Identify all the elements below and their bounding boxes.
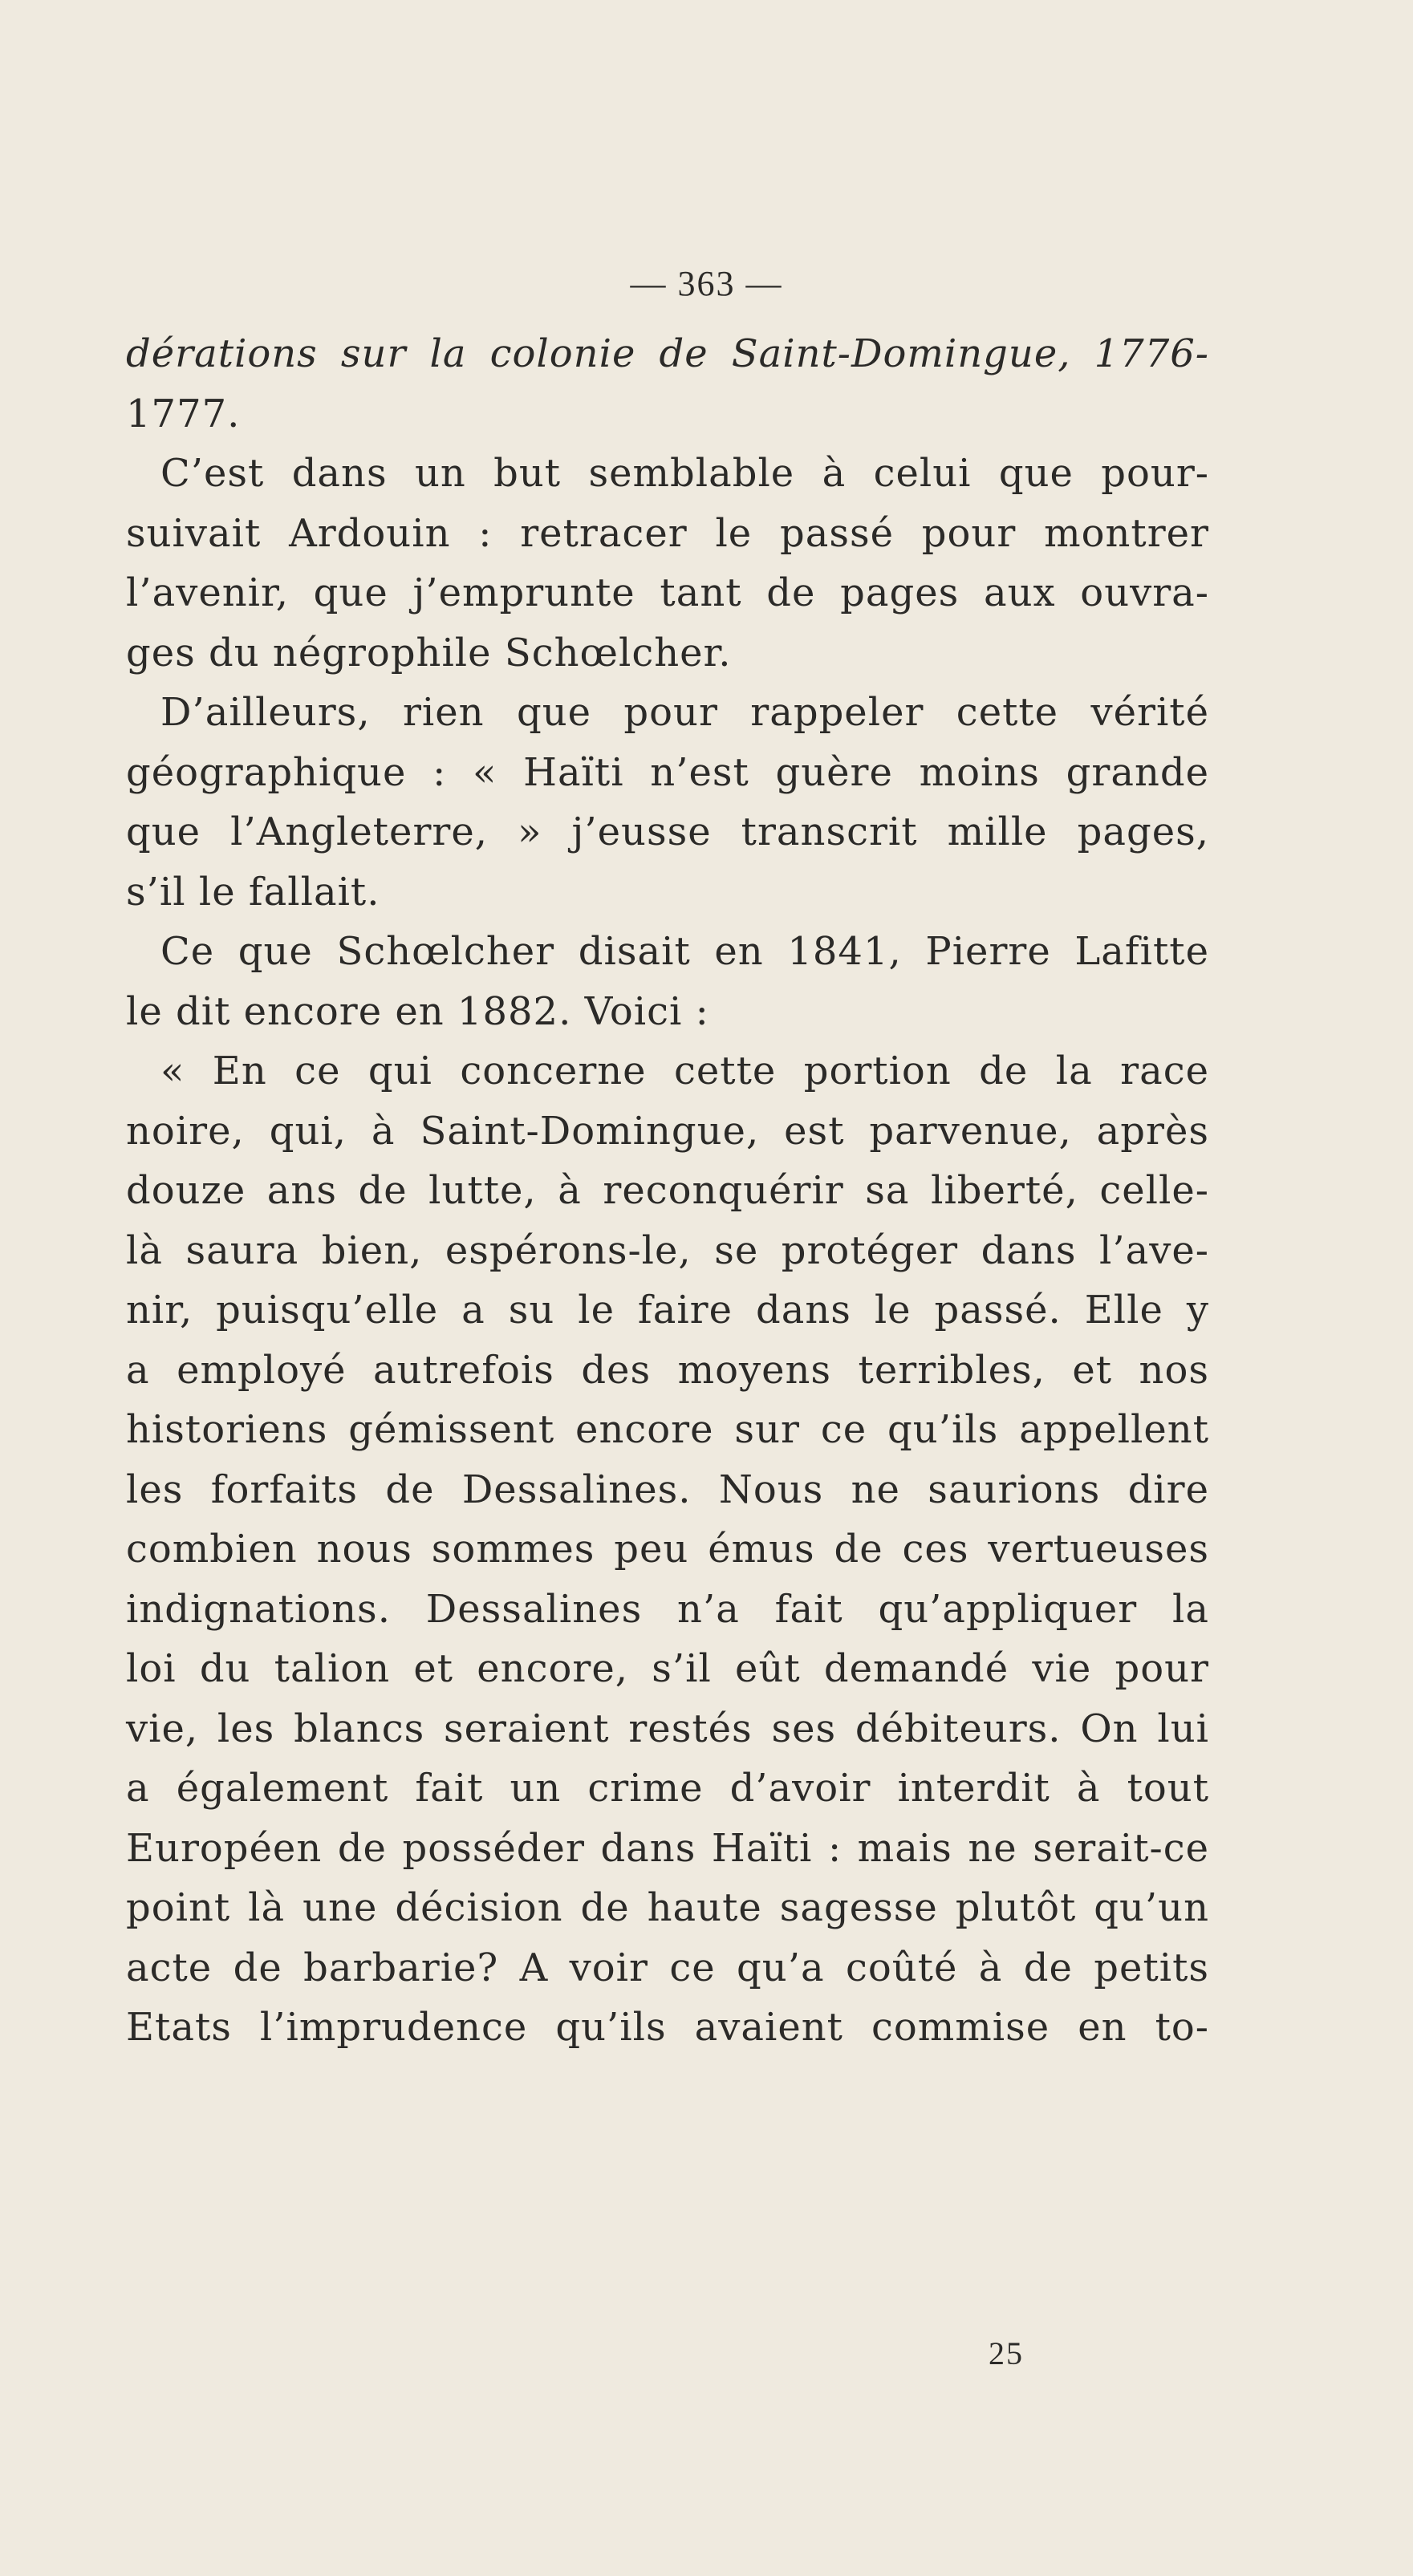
signature-mark: 25 — [989, 2335, 1024, 2371]
text-line: s’il le fallait. — [126, 869, 380, 915]
page-number: — 363 — — [630, 264, 783, 303]
text-line: D’ailleurs, rien que pour rappeler cette vérité — [160, 690, 1209, 735]
text-line: Etats l’imprudence qu’ils avaient commise en to- — [126, 2005, 1209, 2050]
text-line: que l’Angleterre, » j’eusse transcrit mille pages, — [126, 809, 1209, 854]
text-line: a également fait un crime d’avoir interdit à tout — [126, 1766, 1209, 1811]
text-line: géographique : « Haïti n’est guère moins grande — [126, 749, 1209, 795]
text-line: C’est dans un but semblable à celui que pour- — [160, 451, 1209, 496]
text-line: là saura bien, espérons-le, se protéger dans l’ave- — [126, 1227, 1209, 1273]
text-line: le dit encore en 1882. Voici : — [126, 988, 709, 1034]
text-line: les forfaits de Dessalines. Nous ne saurions dire — [126, 1466, 1209, 1512]
text-line: noire, qui, à Saint-Domingue, est parvenue, après — [126, 1108, 1209, 1154]
text-line: indignations. Dessalines n’a fait qu’appliquer la — [126, 1586, 1209, 1632]
text-line: Ce que Schœlcher disait en 1841, Pierre Lafitte — [160, 929, 1209, 974]
text-line: a employé autrefois des moyens terribles, et nos — [126, 1347, 1209, 1393]
text-line: Européen de posséder dans Haïti : mais ne serait-ce — [126, 1825, 1209, 1871]
text-line: « En ce qui concerne cette portion de la race — [160, 1049, 1209, 1093]
text-line: combien nous sommes peu émus de ces vertueuses — [126, 1527, 1209, 1572]
text-line: loi du talion et encore, s’il eût demandé vie pour — [126, 1646, 1209, 1691]
text-line: dérations sur la colonie de Saint-Domingue, 1776- — [126, 331, 1209, 376]
text-line: acte de barbarie? A voir ce qu’a coûté à de petits — [126, 1945, 1209, 1990]
body-text — [126, 324, 1209, 2058]
text-line: suivait Ardouin : retracer le passé pour montrer — [126, 510, 1209, 556]
text-line: douze ans de lutte, à reconquérir sa liberté, celle- — [126, 1168, 1209, 1213]
text-line: l’avenir, que j’emprunte tant de pages aux ouvra- — [126, 570, 1209, 615]
text-line: nir, puisqu’elle a su le faire dans le passé. Elle y — [126, 1288, 1209, 1333]
text-line: point là une décision de haute sagesse plutôt qu’un — [126, 1885, 1209, 1930]
text-line: vie, les blancs seraient restés ses débiteurs. On lui — [126, 1706, 1209, 1751]
text-line: ges du négrophile Schœlcher. — [126, 630, 732, 675]
text-line: 1777. — [126, 391, 241, 436]
text-line: historiens gémissent encore sur ce qu’ils appellent — [126, 1407, 1209, 1452]
